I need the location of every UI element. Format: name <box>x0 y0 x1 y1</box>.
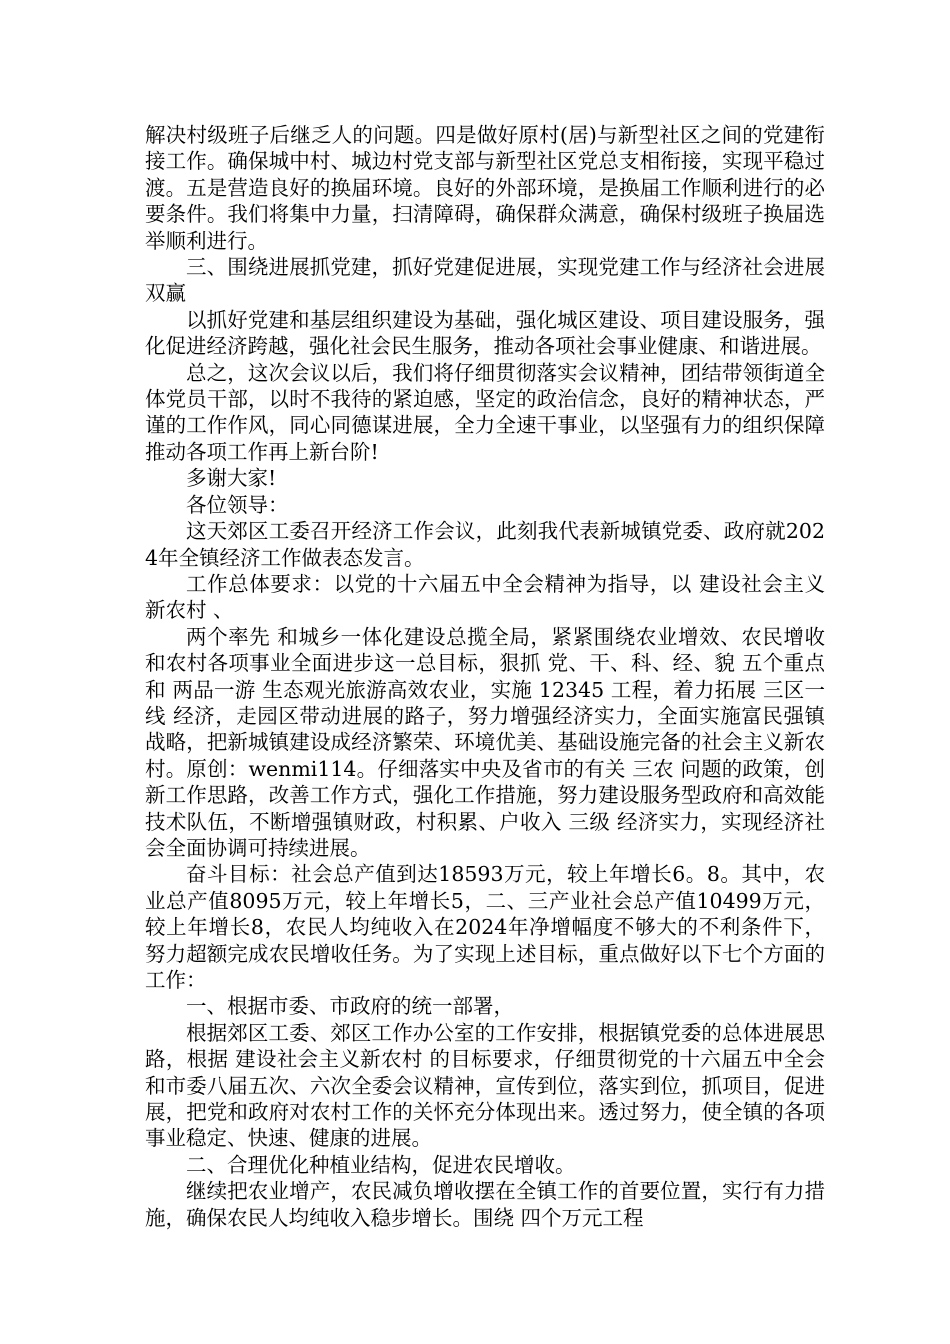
section-heading-one: 一、根据市委、市政府的统一部署， <box>186 994 514 1019</box>
paragraph: 以抓好党建和基层组织建设为基础，强化城区建设、项目建设服务，强化促进经济跨越，强化社会民生服务，推动各项社会事业健康、和谐进展。 <box>145 307 825 359</box>
paragraph: 根据郊区工委、郊区工作办公室的工作安排，根据镇党委的总体进展思路，根据 建设社会主义新农村 的目标要求，仔细贯彻党的十六届五中全会和市委八届五次、六次全委会议精神，宣传到位，落实到位，抓项目，促进展，把党和政府对农村工作的关怀充分体现出来。透过努力，使全镇的各项事业稳定、快速、健康的进展。 <box>145 1020 825 1151</box>
paragraph-salutation: 各位领导： <box>186 492 289 517</box>
paragraph-continuation: 解决村级班子后继乏人的问题。四是做好原村(居)与新型社区之间的党建衔接工作。确保城中村、城边村党支部与新型社区党总支相衔接，实现平稳过渡。五是营造良好的换届环境。良好的外部环境，是换届工作顺利进行的必要条件。我们将集中力量，扫清障碍，确保群众满意，确保村级班子换届选举顺利进行。 <box>145 123 825 253</box>
paragraph: 继续把农业增产，农民减负增收摆在全镇工作的首要位置，实行有力措施，确保农民人均纯收入稳步增长。围绕 四个万元工程 <box>145 1179 825 1230</box>
paragraph-thanks: 多谢大家! <box>186 466 277 491</box>
paragraph-conclusion: 总之，这次会议以后，我们将仔细贯彻落实会议精神，团结带领街道全体党员干部，以时不我待的紧迫感，坚定的政治信念，良好的精神状态，严谨的工作作风，同心同德谋进展，全力全速干事业，以坚强有力的组织保障推动各项工作再上新台阶! <box>145 360 825 464</box>
section-heading-two: 二、合理优化种植业结构，促进农民增收。 <box>186 1152 576 1177</box>
paragraph-requirements: 工作总体要求：以党的十六届五中全会精神为指导，以 建设社会主义新农村 、 <box>145 571 825 623</box>
section-heading-three: 三、围绕进展抓党建，抓好党建促进展，实现党建工作与经济社会进展 双赢 <box>145 255 825 306</box>
paragraph-goals: 奋斗目标：社会总产值到达18593万元，较上年增长6。8。其中，农业总产值8095万元，较上年增长5，二、三产业社会总产值10499万元，较上年增长8，农民人均纯收入在2024年净增幅度不够大的不利条件下，努力超额完成农民增收任务。为了实现上述目标，重点做好以下七个方面的工作： <box>145 862 825 992</box>
paragraph: 这天郊区工委召开经济工作会议，此刻我代表新城镇党委、政府就2024年全镇经济工作做表态发言。 <box>145 519 825 570</box>
paragraph: 两个率先 和城乡一体化建设总揽全局，紧紧围绕农业增效、农民增收和农村各项事业全面进步这一总目标，狠抓 党、干、科、经、貌 五个重点和 两品一游 生态观光旅游高效农业，实施 12345 工程，着力拓展 三区一线 经济，走园区带动进展的路子，努力增强经济实力，全面实施富民强镇战略，把新城镇建设成经济繁荣、环境优美、基础设施完备的社会主义新农村。原创：wenmi114。仔细落实中央及省市的有关 三农 问题的政策，创新工作思路，改善工作方式，强化工作措施，努力建设服务型政府和高效能技术队伍，不断增强镇财政，村积累、户收入 三级 经济实力，实现经济社会全面协调可持续进展。 <box>145 624 825 860</box>
document-page <box>145 122 825 1231</box>
